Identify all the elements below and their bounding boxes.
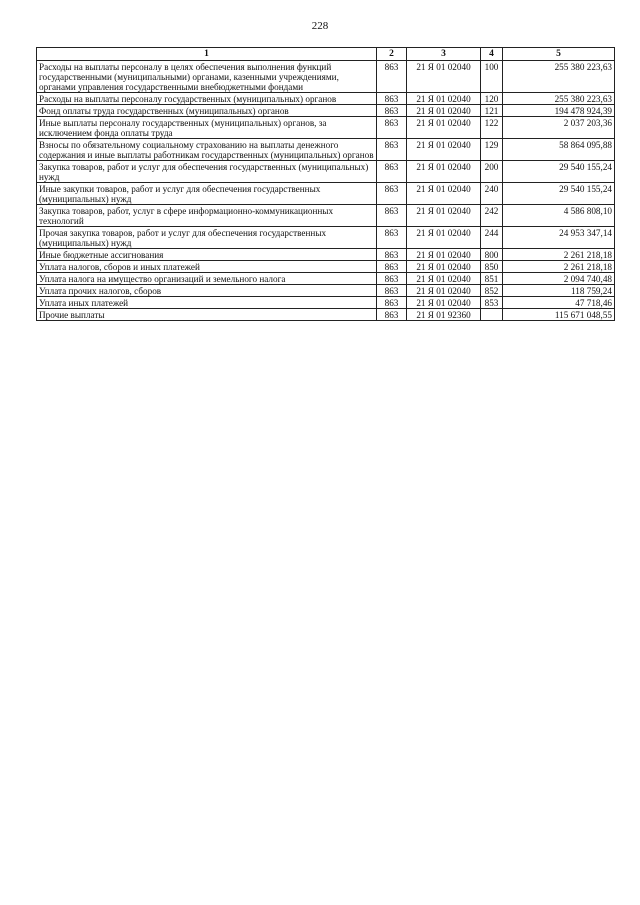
row-code: 21 Я 01 02040	[407, 117, 481, 139]
table-row	[37, 249, 615, 261]
table-row	[37, 261, 615, 273]
header-col-3: 3	[407, 48, 481, 61]
row-code: 21 Я 01 02040	[407, 105, 481, 117]
row-amount: 2 261 218,18	[503, 261, 615, 273]
row-ved: 863	[377, 161, 407, 183]
row-name: Уплата прочих налогов, сборов	[37, 285, 377, 297]
table-row	[37, 105, 615, 117]
row-amount: 4 586 808,10	[503, 205, 615, 227]
table-row	[37, 61, 615, 93]
row-name: Уплата налогов, сборов и иных платежей	[37, 261, 377, 273]
row-ved: 863	[377, 309, 407, 321]
table-row	[37, 273, 615, 285]
row-amount: 58 864 095,88	[503, 139, 615, 161]
table-row	[37, 205, 615, 227]
row-amount: 29 540 155,24	[503, 183, 615, 205]
header-col-5: 5	[503, 48, 615, 61]
row-amount: 24 953 347,14	[503, 227, 615, 249]
row-kvr: 100	[481, 61, 503, 93]
table-row	[37, 297, 615, 309]
row-name: Закупка товаров, работ, услуг в сфере информационно-коммуникационных технологий	[37, 205, 377, 227]
table-row	[37, 183, 615, 205]
row-code: 21 Я 01 02040	[407, 61, 481, 93]
header-row	[37, 48, 615, 61]
row-amount: 2 037 203,36	[503, 117, 615, 139]
row-name: Уплата налога на имущество организаций и земельного налога	[37, 273, 377, 285]
row-ved: 863	[377, 139, 407, 161]
row-ved: 863	[377, 227, 407, 249]
row-amount: 255 380 223,63	[503, 93, 615, 105]
row-code: 21 Я 01 02040	[407, 261, 481, 273]
row-kvr: 200	[481, 161, 503, 183]
row-ved: 863	[377, 61, 407, 93]
table-header	[37, 48, 615, 61]
row-code: 21 Я 01 02040	[407, 139, 481, 161]
row-amount: 47 718,46	[503, 297, 615, 309]
row-kvr: 800	[481, 249, 503, 261]
row-code: 21 Я 01 02040	[407, 205, 481, 227]
row-name: Уплата иных платежей	[37, 297, 377, 309]
page-number: 228	[311, 20, 329, 32]
row-name: Прочая закупка товаров, работ и услуг для обеспечения государственных (муниципальных) нужд	[37, 227, 377, 249]
row-code: 21 Я 01 02040	[407, 93, 481, 105]
row-name: Прочие выплаты	[37, 309, 377, 321]
row-name: Иные бюджетные ассигнования	[37, 249, 377, 261]
row-ved: 863	[377, 105, 407, 117]
row-code: 21 Я 01 02040	[407, 249, 481, 261]
table-row	[37, 161, 615, 183]
budget-table	[36, 47, 615, 321]
header-col-1: 1	[37, 48, 377, 61]
row-amount: 115 671 048,55	[503, 309, 615, 321]
table-body	[37, 61, 615, 321]
table-row	[37, 117, 615, 139]
row-kvr: 852	[481, 285, 503, 297]
row-kvr: 122	[481, 117, 503, 139]
row-ved: 863	[377, 183, 407, 205]
row-kvr	[481, 309, 503, 321]
row-ved: 863	[377, 205, 407, 227]
row-ved: 863	[377, 117, 407, 139]
row-code: 21 Я 01 92360	[407, 309, 481, 321]
row-kvr: 244	[481, 227, 503, 249]
row-name: Расходы на выплаты персоналу в целях обеспечения выполнения функций государственными (муниципальными) органами, казенными учреждениями, органами управления государственными внебюджетными фондами	[37, 61, 377, 93]
row-kvr: 129	[481, 139, 503, 161]
table-row	[37, 227, 615, 249]
row-kvr: 853	[481, 297, 503, 309]
row-name: Расходы на выплаты персоналу государственных (муниципальных) органов	[37, 93, 377, 105]
row-code: 21 Я 01 02040	[407, 161, 481, 183]
row-amount: 118 759,24	[503, 285, 615, 297]
row-name: Иные закупки товаров, работ и услуг для обеспечения государственных (муниципальных) нужд	[37, 183, 377, 205]
row-code: 21 Я 01 02040	[407, 183, 481, 205]
row-name: Закупка товаров, работ и услуг для обеспечения государственных (муниципальных) нужд	[37, 161, 377, 183]
row-amount: 2 094 740,48	[503, 273, 615, 285]
row-kvr: 242	[481, 205, 503, 227]
header-col-2: 2	[377, 48, 407, 61]
row-name: Иные выплаты персоналу государственных (муниципальных) органов, за исключением фонда оплаты труда	[37, 117, 377, 139]
row-name: Фонд оплаты труда государственных (муниципальных) органов	[37, 105, 377, 117]
row-ved: 863	[377, 297, 407, 309]
row-kvr: 240	[481, 183, 503, 205]
row-code: 21 Я 01 02040	[407, 273, 481, 285]
row-kvr: 120	[481, 93, 503, 105]
row-ved: 863	[377, 273, 407, 285]
row-ved: 863	[377, 93, 407, 105]
row-amount: 2 261 218,18	[503, 249, 615, 261]
row-ved: 863	[377, 261, 407, 273]
row-ved: 863	[377, 249, 407, 261]
row-amount: 194 478 924,39	[503, 105, 615, 117]
row-amount: 255 380 223,63	[503, 61, 615, 93]
row-kvr: 121	[481, 105, 503, 117]
table-row	[37, 285, 615, 297]
row-name: Взносы по обязательному социальному страхованию на выплаты денежного содержания и иные выплаты работникам государственных (муниципальных) органов	[37, 139, 377, 161]
row-kvr: 851	[481, 273, 503, 285]
row-code: 21 Я 01 02040	[407, 285, 481, 297]
table-row	[37, 93, 615, 105]
row-code: 21 Я 01 02040	[407, 297, 481, 309]
header-col-4: 4	[481, 48, 503, 61]
row-ved: 863	[377, 285, 407, 297]
row-kvr: 850	[481, 261, 503, 273]
table-row	[37, 139, 615, 161]
row-amount: 29 540 155,24	[503, 161, 615, 183]
table-row	[37, 309, 615, 321]
row-code: 21 Я 01 02040	[407, 227, 481, 249]
